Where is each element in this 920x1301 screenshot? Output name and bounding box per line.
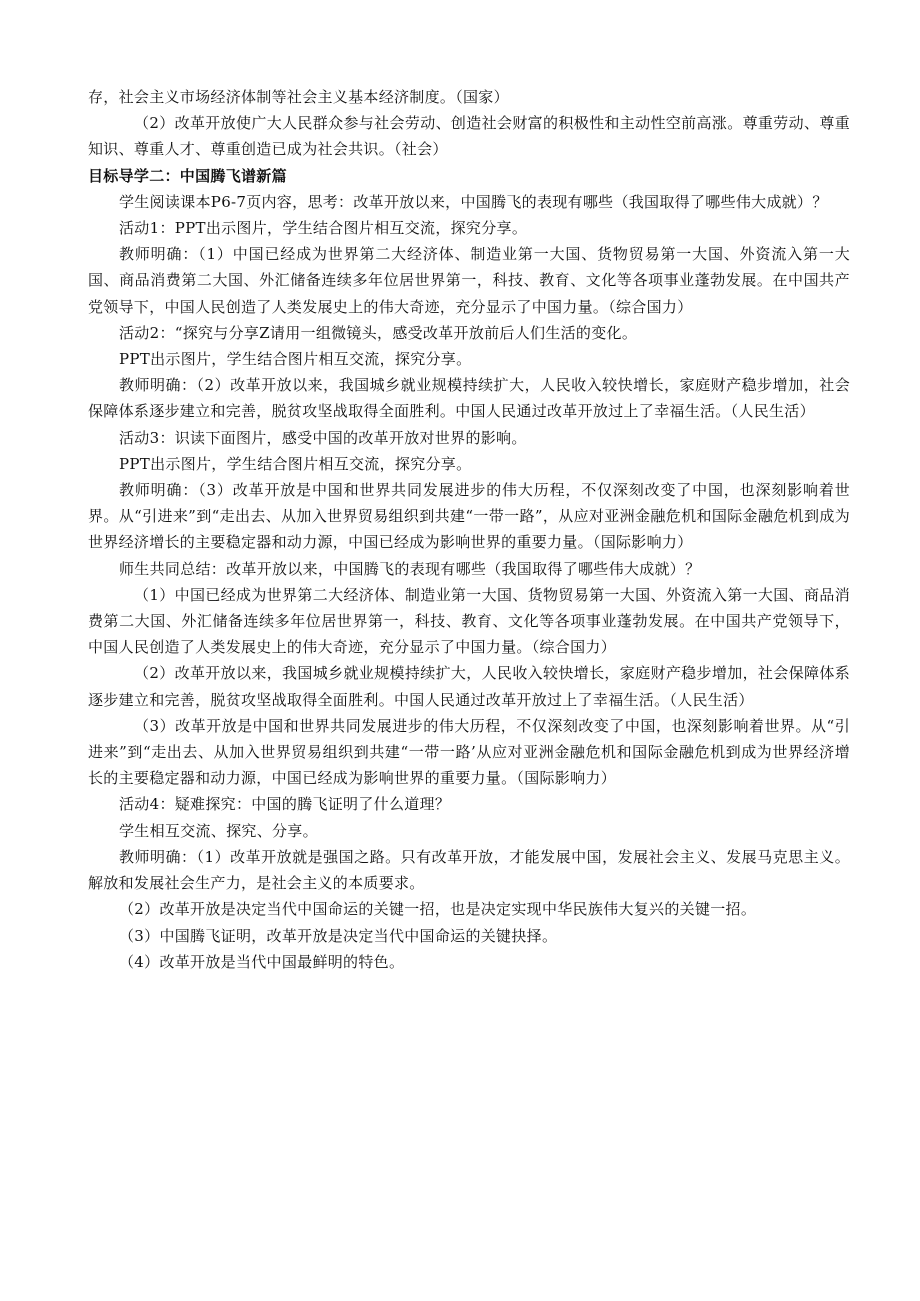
paragraph-summary-point-3: （3）改革开放是中国和世界共同发展进步的伟大历程，不仅深刻改变了中国，也深刻影响着世界。从“引进来”到“走出去、从加入世界贸易组织到共建“一带一路’从应对亚洲金融危机和国际金融危机到成为世界经济增长的主要稳定器和动力源，中国已经成为影响世界的重要力量。（国际影响力） bbox=[88, 716, 850, 788]
paragraph-ppt-instruction-1: PPT出示图片，学生结合图片相互交流，探究分享。 bbox=[119, 350, 472, 369]
paragraph-conclusion-point-3: （3）中国腾飞证明，改革开放是决定当代中国命运的关键抉择。 bbox=[119, 926, 558, 945]
paragraph-ppt-instruction-2: PPT出示图片，学生结合图片相互交流，探究分享。 bbox=[119, 454, 472, 473]
paragraph-students-exchange: 学生相互交流、探究、分享。 bbox=[119, 821, 318, 840]
paragraph-conclusion-point-2: （2）改革开放是决定当代中国命运的关键一招，也是决定实现中华民族伟大复兴的关键一招。 bbox=[119, 900, 757, 919]
paragraph-reading-question: 学生阅读课本P6-7页内容，思考：改革开放以来，中国腾飞的表现有哪些（我国取得了哪些伟大成就）？ bbox=[119, 192, 828, 211]
paragraph-teacher-clarify-2: 教师明确：（2）改革开放以来，我国城乡就业规模持续扩大，人民收入较快增长，家庭财产稳步增加，社会保障体系逐步建立和完善，脱贫攻坚战取得全面胜利。中国人民通过改革开放过上了幸福生活。（人民生活） bbox=[88, 376, 850, 421]
paragraph-economic-system-continuation: 存，社会主义市场经济体制等社会主义基本经济制度。（国家） bbox=[88, 88, 509, 106]
paragraph-teacher-clarify-3: 教师明确：（3）改革开放是中国和世界共同发展进步的伟大历程，不仅深刻改变了中国，也深刻影响着世界。从“引进来”到“走出去、从加入世界贸易组织到共建“一带一路”，从应对亚洲金融危机和国际金融危机到成为世界经济增长的主要稳定器和动力源，中国已经成为影响世界的重要力量。（国际影响力） bbox=[88, 481, 850, 552]
document-page bbox=[88, 84, 850, 975]
paragraph-teacher-clarify-4: 教师明确：（1）改革开放就是强国之路。只有改革开放，才能发展中国，发展社会主义、发展马克思主义。解放和发展社会生产力，是社会主义的本质要求。 bbox=[88, 847, 850, 893]
paragraph-teacher-clarify-1: 教师明确：（1）中国已经成为世界第二大经济体、制造业第一大国、货物贸易第一大国、外资流入第一大国、商品消费第二大国、外汇储备连续多年位居世界第一，科技、教育、文化等各项事业蓬勃发展。在中国共产党领导下，中国人民创造了人类发展史上的伟大奇迹，充分显示了中国力量。（综合国力） bbox=[88, 245, 850, 316]
paragraph-society-point-2: （2）改革开放使广大人民群众参与社会劳动、创造社会财富的积极性和主动性空前高涨。尊重劳动、尊重知识、尊重人才、尊重创造已成为社会共识。（社会） bbox=[88, 114, 850, 159]
paragraph-activity-4: 活动4：疑难探究：中国的腾飞证明了什么道理？ bbox=[119, 795, 451, 814]
paragraph-activity-2: 活动2：“探究与分享Z请用一组微镜头，感受改革开放前后人们生活的变化。 bbox=[119, 323, 638, 342]
paragraph-summary-point-2: （2）改革开放以来，我国城乡就业规模持续扩大，人民收入较快增长，家庭财产稳步增加，社会保障体系逐步建立和完善，脱贫攻坚战取得全面胜利。中国人民通过改革开放过上了幸福生活。（人民生活） bbox=[88, 664, 850, 709]
paragraph-conclusion-point-4: （4）改革开放是当代中国最鲜明的特色。 bbox=[119, 952, 405, 971]
paragraph-summary-point-1: （1）中国已经成为世界第二大经济体、制造业第一大国、货物贸易第一大国、外资流入第一大国、商品消费第二大国、外汇储备连续多年位居世界第一，科技、教育、文化等各项事业蓬勃发展。在中国共产党领导下，中国人民创造了人类发展史上的伟大奇迹，充分显示了中国力量。（综合国力） bbox=[88, 585, 850, 657]
paragraph-activity-1: 活动1：PPT出示图片，学生结合图片相互交流，探究分享。 bbox=[119, 219, 528, 238]
paragraph-activity-3: 活动3：识读下面图片，感受中国的改革开放对世界的影响。 bbox=[119, 428, 527, 447]
section-heading-goal-2: 目标导学二：中国腾飞谱新篇 bbox=[88, 166, 287, 185]
paragraph-summary-question: 师生共同总结：改革开放以来，中国腾飞的表现有哪些（我国取得了哪些伟大成就）？ bbox=[119, 559, 701, 578]
